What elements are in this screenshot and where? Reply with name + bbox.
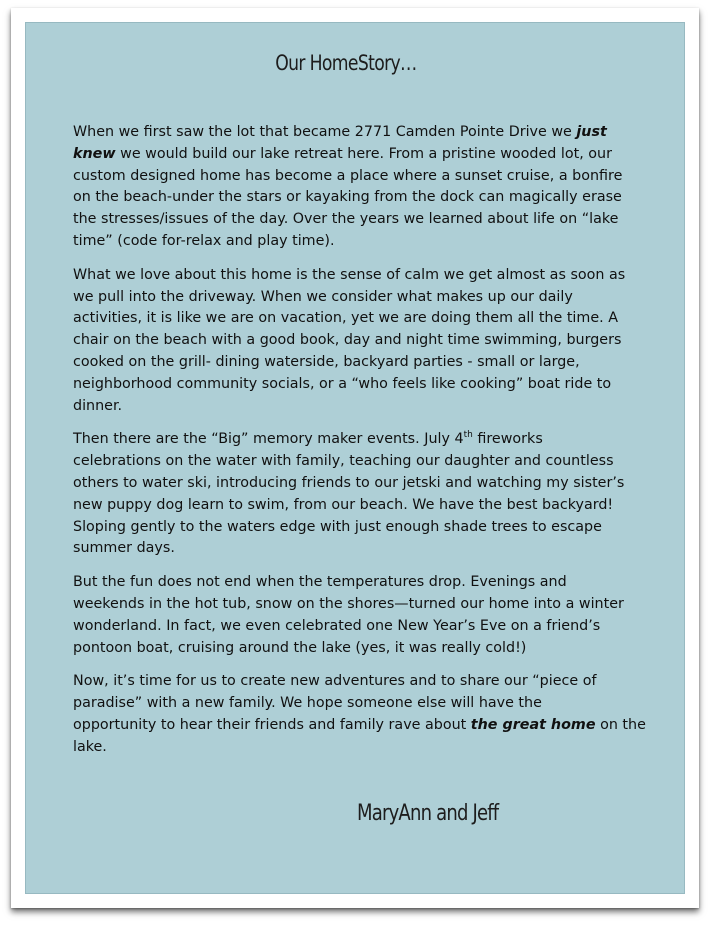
text-run: activities, it is like we are on vacation, yet we are doing them all the time. A [73, 310, 618, 327]
paragraph-line [73, 517, 663, 539]
text-run: Then there are the “Big” memory maker events. July 4 [73, 431, 464, 448]
paragraph-line [73, 231, 663, 253]
paragraph-line [73, 671, 663, 693]
text-run: summer days. [73, 540, 175, 557]
text-run: we would build our lake retreat here. From a pristine wooded lot, our [115, 145, 612, 162]
story-paragraph [73, 265, 663, 418]
paragraph-line [73, 209, 663, 231]
text-run: fireworks [472, 431, 543, 448]
paragraph-line [73, 166, 663, 188]
paragraph-line [73, 374, 663, 396]
text-run: Sloping gently to the waters edge with just enough shade trees to escape [73, 518, 602, 535]
text-run: neighborhood community socials, or a “who feels like cooking” boat ride to [73, 375, 612, 392]
text-run: chair on the beach with a good book, day and night time swimming, burgers [73, 332, 622, 349]
text-run: on the beach-under the stars or kayaking from the dock can magically erase [73, 189, 622, 206]
text-run: dinner. [73, 397, 123, 414]
paragraph-line [73, 594, 663, 616]
emphasis-text: just [576, 124, 607, 140]
text-run: opportunity to hear their friends and family rave about [73, 716, 471, 733]
paragraph-line [73, 616, 663, 638]
text-run: paradise” with a new family. We hope someone else will have the [73, 695, 542, 712]
paragraph-line [73, 538, 663, 560]
paragraph-line [73, 495, 663, 517]
ordinal-superscript: th [463, 430, 473, 441]
paragraph-line [73, 737, 663, 759]
paragraph-line [73, 396, 663, 418]
text-run: Now, it’s time for us to create new adventures and to share our “piece of [73, 673, 597, 690]
paragraph-line [73, 287, 663, 309]
text-run: custom designed home has become a place where a sunset cruise, a bonfire [73, 167, 623, 184]
story-paragraph [73, 429, 663, 560]
paragraph-line [73, 429, 663, 451]
text-run: wonderland. In fact, we even celebrated one New Year’s Eve on a friend’s [73, 617, 601, 634]
paragraph-line [73, 265, 663, 287]
text-run: others to water ski, introducing friends to our jetski and watching my sister’s [73, 474, 625, 491]
paragraph-line [73, 352, 663, 374]
paragraph-line [73, 122, 663, 144]
paragraph-line [73, 693, 663, 715]
story-paragraph [73, 122, 663, 253]
paragraph-line [73, 638, 663, 660]
signature: MaryAnn and Jeff [357, 801, 499, 826]
story-paragraph [73, 671, 663, 758]
paragraph-line [73, 187, 663, 209]
text-run: lake. [73, 738, 107, 755]
emphasis-text: the great home [470, 716, 596, 733]
paragraph-line [73, 451, 663, 473]
text-run: new puppy dog learn to swim, from our beach. We have the best backyard! [73, 496, 614, 513]
text-run: we pull into the driveway. When we consider what makes up our daily [73, 288, 573, 305]
paragraph-line [73, 330, 663, 352]
text-run: time” (code for-relax and play time). [73, 232, 335, 249]
paragraph-line [73, 473, 663, 495]
text-run: pontoon boat, cruising around the lake (yes, it was really cold!) [73, 639, 527, 656]
text-run: on the [595, 716, 646, 733]
text-run: When we first saw the lot that became 2771 Camden Pointe Drive we [73, 124, 577, 140]
story-paragraph [73, 572, 663, 659]
paragraph-line [73, 144, 663, 166]
photo-frame [11, 8, 699, 908]
text-run: cooked on the grill- dining waterside, backyard parties - small or large, [73, 353, 580, 370]
text-run: weekends in the hot tub, snow on the shores—turned our home into a winter [73, 595, 624, 612]
paragraph-line [73, 572, 663, 594]
text-run: What we love about this home is the sense of calm we get almost as soon as [73, 266, 626, 283]
text-run: But the fun does not end when the temperatures drop. Evenings and [73, 574, 567, 591]
emphasis-text: knew [73, 145, 116, 162]
page-title: Our HomeStory… [275, 51, 417, 75]
paragraph-line [73, 715, 663, 737]
paragraph-line [73, 308, 663, 330]
story-body [73, 122, 663, 771]
story-panel [25, 22, 685, 894]
text-run: celebrations on the water with family, teaching our daughter and countless [73, 453, 614, 470]
text-run: the stresses/issues of the day. Over the years we learned about life on “lake [73, 211, 619, 228]
